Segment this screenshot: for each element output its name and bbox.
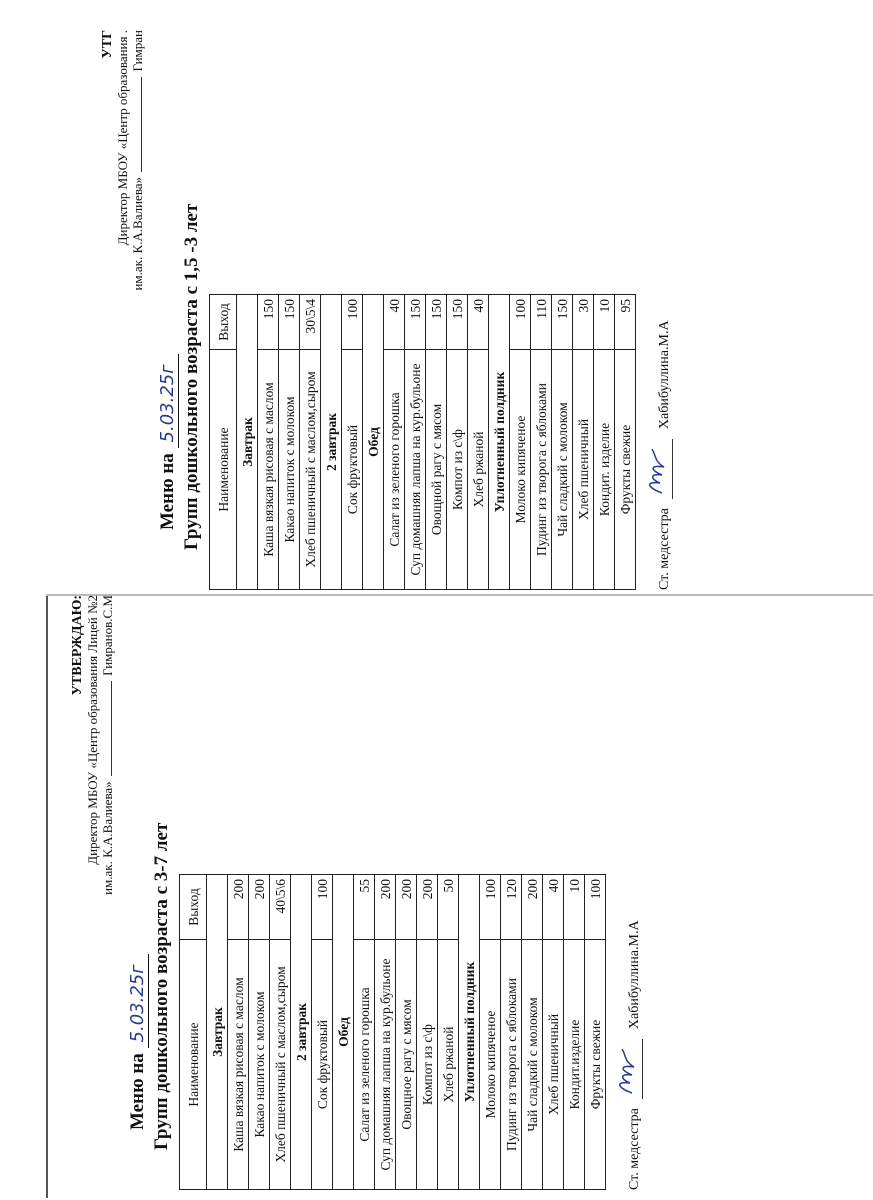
table-row — [594, 295, 615, 590]
table-row — [480, 875, 501, 1190]
dish-output: 150 — [258, 295, 279, 350]
dish-output: 40 — [543, 875, 564, 940]
table-row — [447, 295, 468, 590]
dish-output: 150 — [447, 295, 468, 350]
section-label: Завтрак — [207, 875, 228, 1190]
header-output: Выход — [210, 295, 237, 350]
director-name: Гимран — [130, 30, 145, 72]
dish-output: 40 — [468, 295, 489, 350]
dish-name: Фрукты свежие — [615, 350, 636, 590]
dish-output: 95 — [615, 295, 636, 350]
group-title: Групп дошкольного возраста с 1,5 -3 лет — [181, 203, 202, 550]
table-row — [522, 875, 543, 1190]
dish-name: Овощное рагу с мясом — [396, 940, 417, 1190]
approval-heading: УТВЕРЖДАЮ: — [70, 595, 85, 696]
section-row — [489, 295, 510, 590]
section-label: 2 завтрак — [321, 295, 342, 590]
section-row — [237, 295, 258, 590]
signature-name: Хабибуллина.М.А — [627, 920, 642, 1030]
dish-name: Салат из зеленого горошка — [384, 350, 405, 590]
section-label: 2 завтрак — [291, 875, 312, 1190]
section-label: Обед — [333, 875, 354, 1190]
menu-date: 5.03.25г — [157, 354, 179, 448]
table-row — [552, 295, 573, 590]
dish-output: 100 — [312, 875, 333, 940]
dish-output: 40 — [384, 295, 405, 350]
dish-output: 120 — [501, 875, 522, 940]
section-row — [363, 295, 384, 590]
menu-table — [179, 874, 606, 1190]
table-row — [396, 875, 417, 1190]
dish-output: 55 — [354, 875, 375, 940]
dish-output: 200 — [249, 875, 270, 940]
dish-name: Пудинг из творога с яблоками — [531, 350, 552, 590]
dish-output: 200 — [375, 875, 396, 940]
dish-output: 40\5\6 — [270, 875, 291, 940]
dish-output: 150 — [552, 295, 573, 350]
dish-name: Компот из с\ф — [417, 940, 438, 1190]
table-row — [405, 295, 426, 590]
table-row — [279, 295, 300, 590]
signature — [624, 595, 643, 1190]
table-row — [270, 875, 291, 1190]
signature-scrawl — [654, 439, 673, 499]
approval-heading: УТГ — [100, 30, 115, 59]
section-row — [459, 875, 480, 1190]
dish-name: Сок фруктовый — [312, 940, 333, 1190]
dish-name: Пудинг из творога с яблоками — [501, 940, 522, 1190]
approval-block — [100, 30, 145, 590]
menu-page-3-7 — [70, 595, 710, 1190]
table-row — [543, 875, 564, 1190]
table-row — [354, 875, 375, 1190]
dish-name: Каша вязкая рисовая с маслом — [228, 940, 249, 1190]
dish-name: Овощной рагу с мясом — [426, 350, 447, 590]
signature-name: Хабибуллина.М.А — [657, 320, 672, 430]
section-row — [321, 295, 342, 590]
dish-name: Чай сладкий с молоком — [522, 940, 543, 1190]
dish-name: Какао напиток с молоком — [249, 940, 270, 1190]
dish-output: 30\5\4 — [300, 295, 321, 350]
approval-line-2: им.ак. К.А.Валиева» Гимран — [130, 30, 145, 291]
dish-output: 150 — [279, 295, 300, 350]
table-row — [258, 295, 279, 590]
header-name: Наименование — [180, 940, 207, 1190]
dish-name: Молоко кипяченое — [510, 350, 531, 590]
signature-role: Ст. медсестра — [627, 1108, 642, 1190]
table-row — [249, 875, 270, 1190]
menu-title: Меню на 5.03.25г — [127, 595, 149, 1130]
table-row — [426, 295, 447, 590]
dish-output: 50 — [438, 875, 459, 940]
menu-date: 5.03.25г — [127, 954, 149, 1048]
signature-scrawl — [624, 1039, 643, 1099]
director-sign-line — [111, 681, 112, 776]
dish-name: Сок фруктовый — [342, 350, 363, 590]
table-row — [468, 295, 489, 590]
table-row — [438, 875, 459, 1190]
dish-name: Кондит.изделие — [564, 940, 585, 1190]
signature-role: Ст. медсестра — [657, 508, 672, 590]
dish-output: 10 — [594, 295, 615, 350]
header-output: Выход — [180, 875, 207, 940]
dish-output: 200 — [417, 875, 438, 940]
dish-output: 110 — [531, 295, 552, 350]
director-sign-line — [141, 77, 142, 172]
section-label: Уплотненный полдник — [489, 295, 510, 590]
approval-block — [70, 595, 115, 1190]
dish-name: Кондит. изделие — [594, 350, 615, 590]
dish-output: 200 — [522, 875, 543, 940]
dish-name: Хлеб ржаной — [468, 350, 489, 590]
table-row — [312, 875, 333, 1190]
menu-table — [209, 294, 636, 590]
section-row — [333, 875, 354, 1190]
approval-line-1: Директор МБОУ «Центр образования . — [115, 30, 130, 246]
approval-line-2: им.ак. К.А.Валиева» Гимранов.С.М — [100, 595, 115, 895]
dish-output: 100 — [342, 295, 363, 350]
table-row — [531, 295, 552, 590]
dish-output: 10 — [564, 875, 585, 940]
dish-name: Компот из с\ф — [447, 350, 468, 590]
dish-output: 150 — [426, 295, 447, 350]
table-row — [573, 295, 594, 590]
dish-output: 150 — [405, 295, 426, 350]
header-name: Наименование — [210, 350, 237, 590]
signature — [654, 30, 673, 590]
dish-name: Хлеб пшеничный — [543, 940, 564, 1190]
section-label: Завтрак — [237, 295, 258, 590]
section-row — [291, 875, 312, 1190]
section-label: Уплотненный полдник — [459, 875, 480, 1190]
approval-line-1: Директор МБОУ «Центр образования Лицей №2 — [85, 595, 100, 865]
dish-output: 100 — [480, 875, 501, 940]
section-row — [207, 875, 228, 1190]
table-row — [375, 875, 396, 1190]
table-header-row — [180, 875, 207, 1190]
dish-name: Какао напиток с молоком — [279, 350, 300, 590]
dish-name: Хлеб ржаной — [438, 940, 459, 1190]
section-label: Обед — [363, 295, 384, 590]
menu-page-1-5-3 — [100, 30, 710, 590]
dish-output: 200 — [396, 875, 417, 940]
dish-output: 100 — [585, 875, 606, 940]
table-row — [585, 875, 606, 1190]
dish-name: Молоко кипяченое — [480, 940, 501, 1190]
dish-name: Хлеб пшеничный с маслом,сыром — [270, 940, 291, 1190]
dish-name: Хлеб пшеничный — [573, 350, 594, 590]
dish-output: 200 — [228, 875, 249, 940]
dish-name: Суп домашняя лапша на кур.бульоне — [405, 350, 426, 590]
dish-output: 30 — [573, 295, 594, 350]
table-row — [384, 295, 405, 590]
table-row — [417, 875, 438, 1190]
table-row — [228, 875, 249, 1190]
dish-name: Салат из зеленого горошка — [354, 940, 375, 1190]
dish-name: Хлеб пшеничный с маслом,сыром — [300, 350, 321, 590]
dish-output: 100 — [510, 295, 531, 350]
dish-name: Суп домашняя лапша на кур.бульоне — [375, 940, 396, 1190]
table-row — [300, 295, 321, 590]
sheet-edge-left — [46, 594, 48, 1198]
table-row — [510, 295, 531, 590]
table-row — [501, 875, 522, 1190]
table-header-row — [210, 295, 237, 590]
dish-name: Каша вязкая рисовая с маслом — [258, 350, 279, 590]
table-row — [615, 295, 636, 590]
group-title: Групп дошкольного возраста с 3-7 лет — [151, 822, 172, 1150]
dish-name: Фрукты свежие — [585, 940, 606, 1190]
table-row — [564, 875, 585, 1190]
director-name: Гимранов.С.М — [100, 595, 115, 676]
table-row — [342, 295, 363, 590]
dish-name: Чай сладкий с молоком — [552, 350, 573, 590]
menu-title: Меню на 5.03.25г — [157, 30, 179, 530]
